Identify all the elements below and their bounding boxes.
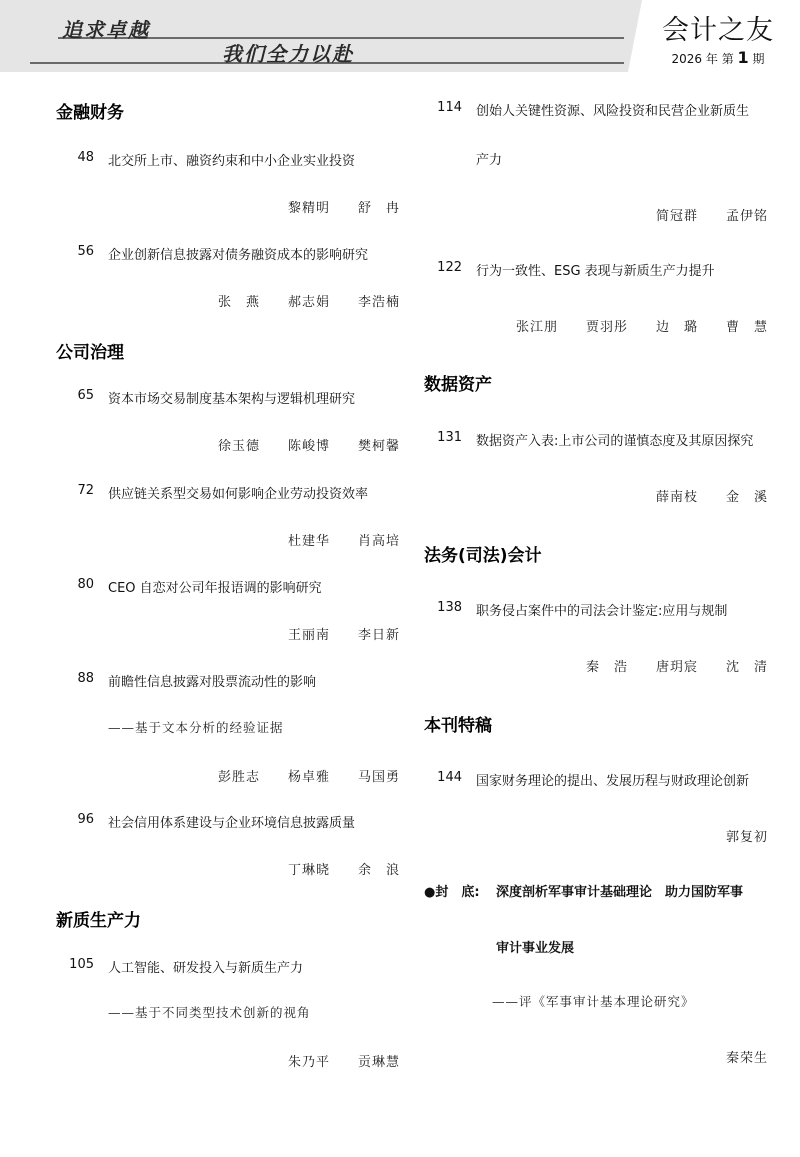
article-56-title[interactable]: 企业创新信息披露对债务融资成本的影响研究: [108, 248, 369, 263]
article-72-authors: 杜建华 肖高培: [287, 534, 400, 549]
article-80-authors: 王丽南 李日新: [287, 628, 400, 643]
article-80-page: 80: [77, 577, 94, 592]
article-48-title[interactable]: 北交所上市、融资约束和中小企业实业投资: [108, 154, 356, 169]
issue-year-unit: 年: [705, 52, 718, 66]
article-88-authors: 彭胜志 杨卓雅 马国勇: [217, 770, 400, 785]
article-114-page: 114: [437, 100, 462, 115]
article-131-title[interactable]: 数据资产入表:上市公司的谨慎态度及其原因探究: [476, 434, 754, 449]
article-65-page: 65: [77, 388, 94, 403]
article-65-authors: 徐玉德 陈峻博 樊柯馨: [217, 439, 400, 454]
article-114-title-line-2[interactable]: 产力: [476, 153, 503, 168]
issue-number: 1: [737, 48, 749, 67]
article-88-subtitle: ——基于文本分析的经验证据: [108, 720, 284, 735]
article-122-authors: 张江朋 贾羽彤 边 璐 曹 慧: [515, 320, 768, 335]
slogan-line-2: 我们全力以赴: [222, 42, 354, 66]
back-cover-label: ●封 底:: [424, 885, 480, 900]
article-114-authors: 简冠群 孟伊铭: [655, 209, 768, 224]
article-144-authors: 郭复初: [725, 830, 768, 845]
article-138-page: 138: [437, 600, 462, 615]
article-72-title[interactable]: 供应链关系型交易如何影响企业劳动投资效率: [108, 487, 369, 502]
back-cover-title-line-1[interactable]: 深度剖析军事审计基础理论 助力国防军事: [496, 885, 744, 900]
article-80-title[interactable]: CEO 自恋对公司年报语调的影响研究: [108, 581, 322, 596]
article-65-title[interactable]: 资本市场交易制度基本架构与逻辑机理研究: [108, 392, 356, 407]
section-governance: 公司治理: [56, 343, 124, 363]
article-96-title[interactable]: 社会信用体系建设与企业环境信息披露质量: [108, 816, 356, 831]
back-cover-author: 秦荣生: [725, 1051, 768, 1066]
section-forensic: 法务(司法)会计: [424, 546, 542, 566]
journal-name: 会计之友: [662, 15, 774, 46]
back-cover-title-line-2[interactable]: 审计事业发展: [496, 941, 575, 956]
article-122-page: 122: [437, 260, 462, 275]
section-finance: 金融财务: [56, 103, 124, 123]
article-144-page: 144: [437, 770, 462, 785]
article-105-authors: 朱乃平 贡琳慧: [287, 1055, 400, 1070]
section-data-assets: 数据资产: [424, 375, 492, 395]
article-56-authors: 张 燕 郝志娟 李浩楠: [217, 295, 400, 310]
slogan-line-1: 追求卓越: [62, 18, 150, 42]
issue-info: [648, 48, 788, 67]
article-122-title[interactable]: 行为一致性、ESG 表现与新质生产力提升: [476, 264, 715, 279]
article-144-title[interactable]: 国家财务理论的提出、发展历程与财政理论创新: [476, 774, 750, 789]
article-56-page: 56: [77, 244, 94, 259]
article-138-authors: 秦 浩 唐玥宸 沈 清: [585, 660, 768, 675]
article-48-page: 48: [77, 150, 94, 165]
issue-year: 2026: [671, 52, 703, 66]
section-special: 本刊特稿: [424, 716, 492, 736]
article-114-title-line-1[interactable]: 创始人关键性资源、风险投资和民营企业新质生: [476, 104, 750, 119]
article-96-page: 96: [77, 812, 94, 827]
article-88-title[interactable]: 前瞻性信息披露对股票流动性的影响: [108, 675, 317, 690]
article-138-title[interactable]: 职务侵占案件中的司法会计鉴定:应用与规制: [476, 604, 728, 619]
article-88-page: 88: [77, 671, 94, 686]
back-cover-subtitle: ——评《军事审计基本理论研究》: [492, 994, 695, 1009]
article-96-authors: 丁琳晓 余 浪: [287, 863, 400, 878]
article-105-page: 105: [69, 957, 94, 972]
article-131-authors: 薛南枝 金 溪: [655, 490, 768, 505]
section-new-productivity: 新质生产力: [56, 911, 141, 931]
article-72-page: 72: [77, 483, 94, 498]
issue-suffix: 期: [752, 52, 765, 66]
article-131-page: 131: [437, 430, 462, 445]
article-105-subtitle: ——基于不同类型技术创新的视角: [108, 1005, 311, 1020]
article-105-title[interactable]: 人工智能、研发投入与新质生产力: [108, 961, 304, 976]
article-48-authors: 黎精明 舒 冉: [287, 201, 400, 216]
issue-prefix: 第: [721, 52, 734, 66]
